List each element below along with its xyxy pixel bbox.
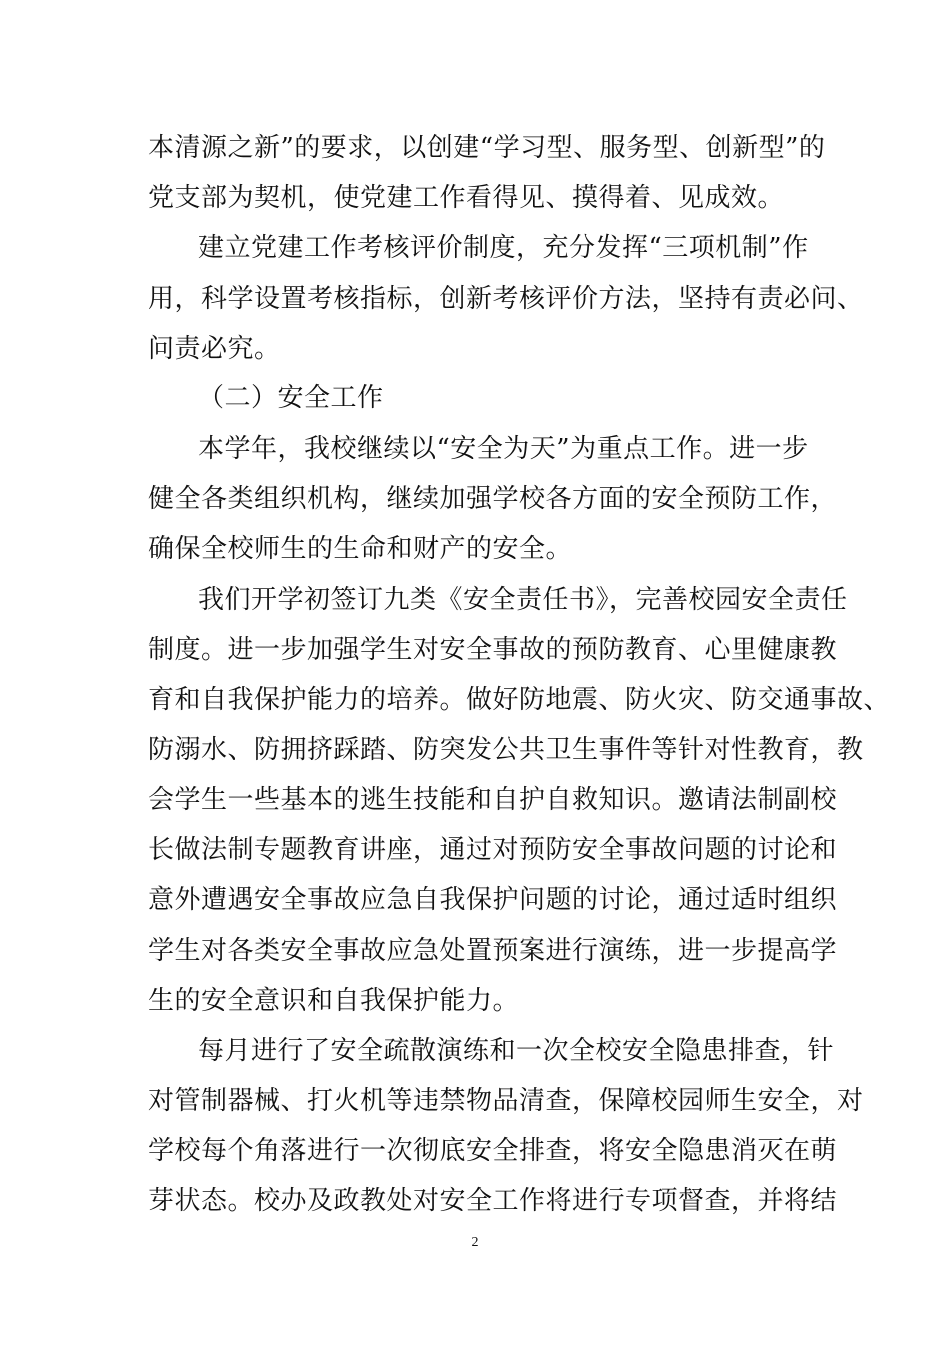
page-number: 2	[471, 1235, 479, 1250]
text-line: 用，科学设置考核指标，创新考核评价方法，坚持有责必问、	[148, 284, 864, 314]
text-line: 每月进行了安全疏散演练和一次全校安全隐患排查，针	[198, 1036, 835, 1066]
text-line: 对管制器械、打火机等违禁物品清查，保障校园师生安全，对	[148, 1086, 864, 1116]
text-line: 生的安全意识和自我保护能力。	[148, 986, 520, 1016]
text-line: 问责必究。	[148, 334, 281, 364]
text-line: 会学生一些基本的逃生技能和自护自救知识。邀请法制副校	[148, 785, 838, 815]
text-line: 党支部为契机，使党建工作看得见、摸得着、见成效。	[148, 183, 785, 213]
text-line: 健全各类组织机构，继续加强学校各方面的安全预防工作，	[148, 484, 838, 514]
text-line: 长做法制专题教育讲座，通过对预防安全事故问题的讨论和	[148, 835, 838, 865]
text-line: 防溺水、防拥挤踩踏、防突发公共卫生事件等针对性教育，教	[148, 735, 864, 765]
text-line: 本清源之新”的要求，以创建“学习型、服务型、创新型”的	[148, 133, 826, 163]
text-line: 制度。进一步加强学生对安全事故的预防教育、心里健康教	[148, 635, 838, 665]
text-line: 芽状态。校办及政教处对安全工作将进行专项督查，并将结	[148, 1186, 838, 1216]
text-line: 育和自我保护能力的培养。做好防地震、防火灾、防交通事故、	[148, 685, 891, 715]
text-line: 学生对各类安全事故应急处置预案进行演练，进一步提高学	[148, 936, 838, 966]
text-line: 我们开学初签订九类《安全责任书》，完善校园安全责任	[198, 585, 848, 615]
text-line: 意外遭遇安全事故应急自我保护问题的讨论，通过适时组织	[148, 885, 838, 915]
text-line: 本学年，我校继续以“安全为天”为重点工作。进一步	[198, 434, 809, 464]
text-line: 学校每个角落进行一次彻底安全排查，将安全隐患消灭在萌	[148, 1136, 838, 1166]
section-heading: （二）安全工作	[198, 383, 384, 413]
text-line: 确保全校师生的生命和财产的安全。	[148, 534, 573, 564]
text-line: 建立党建工作考核评价制度，充分发挥“三项机制”作	[198, 233, 809, 263]
